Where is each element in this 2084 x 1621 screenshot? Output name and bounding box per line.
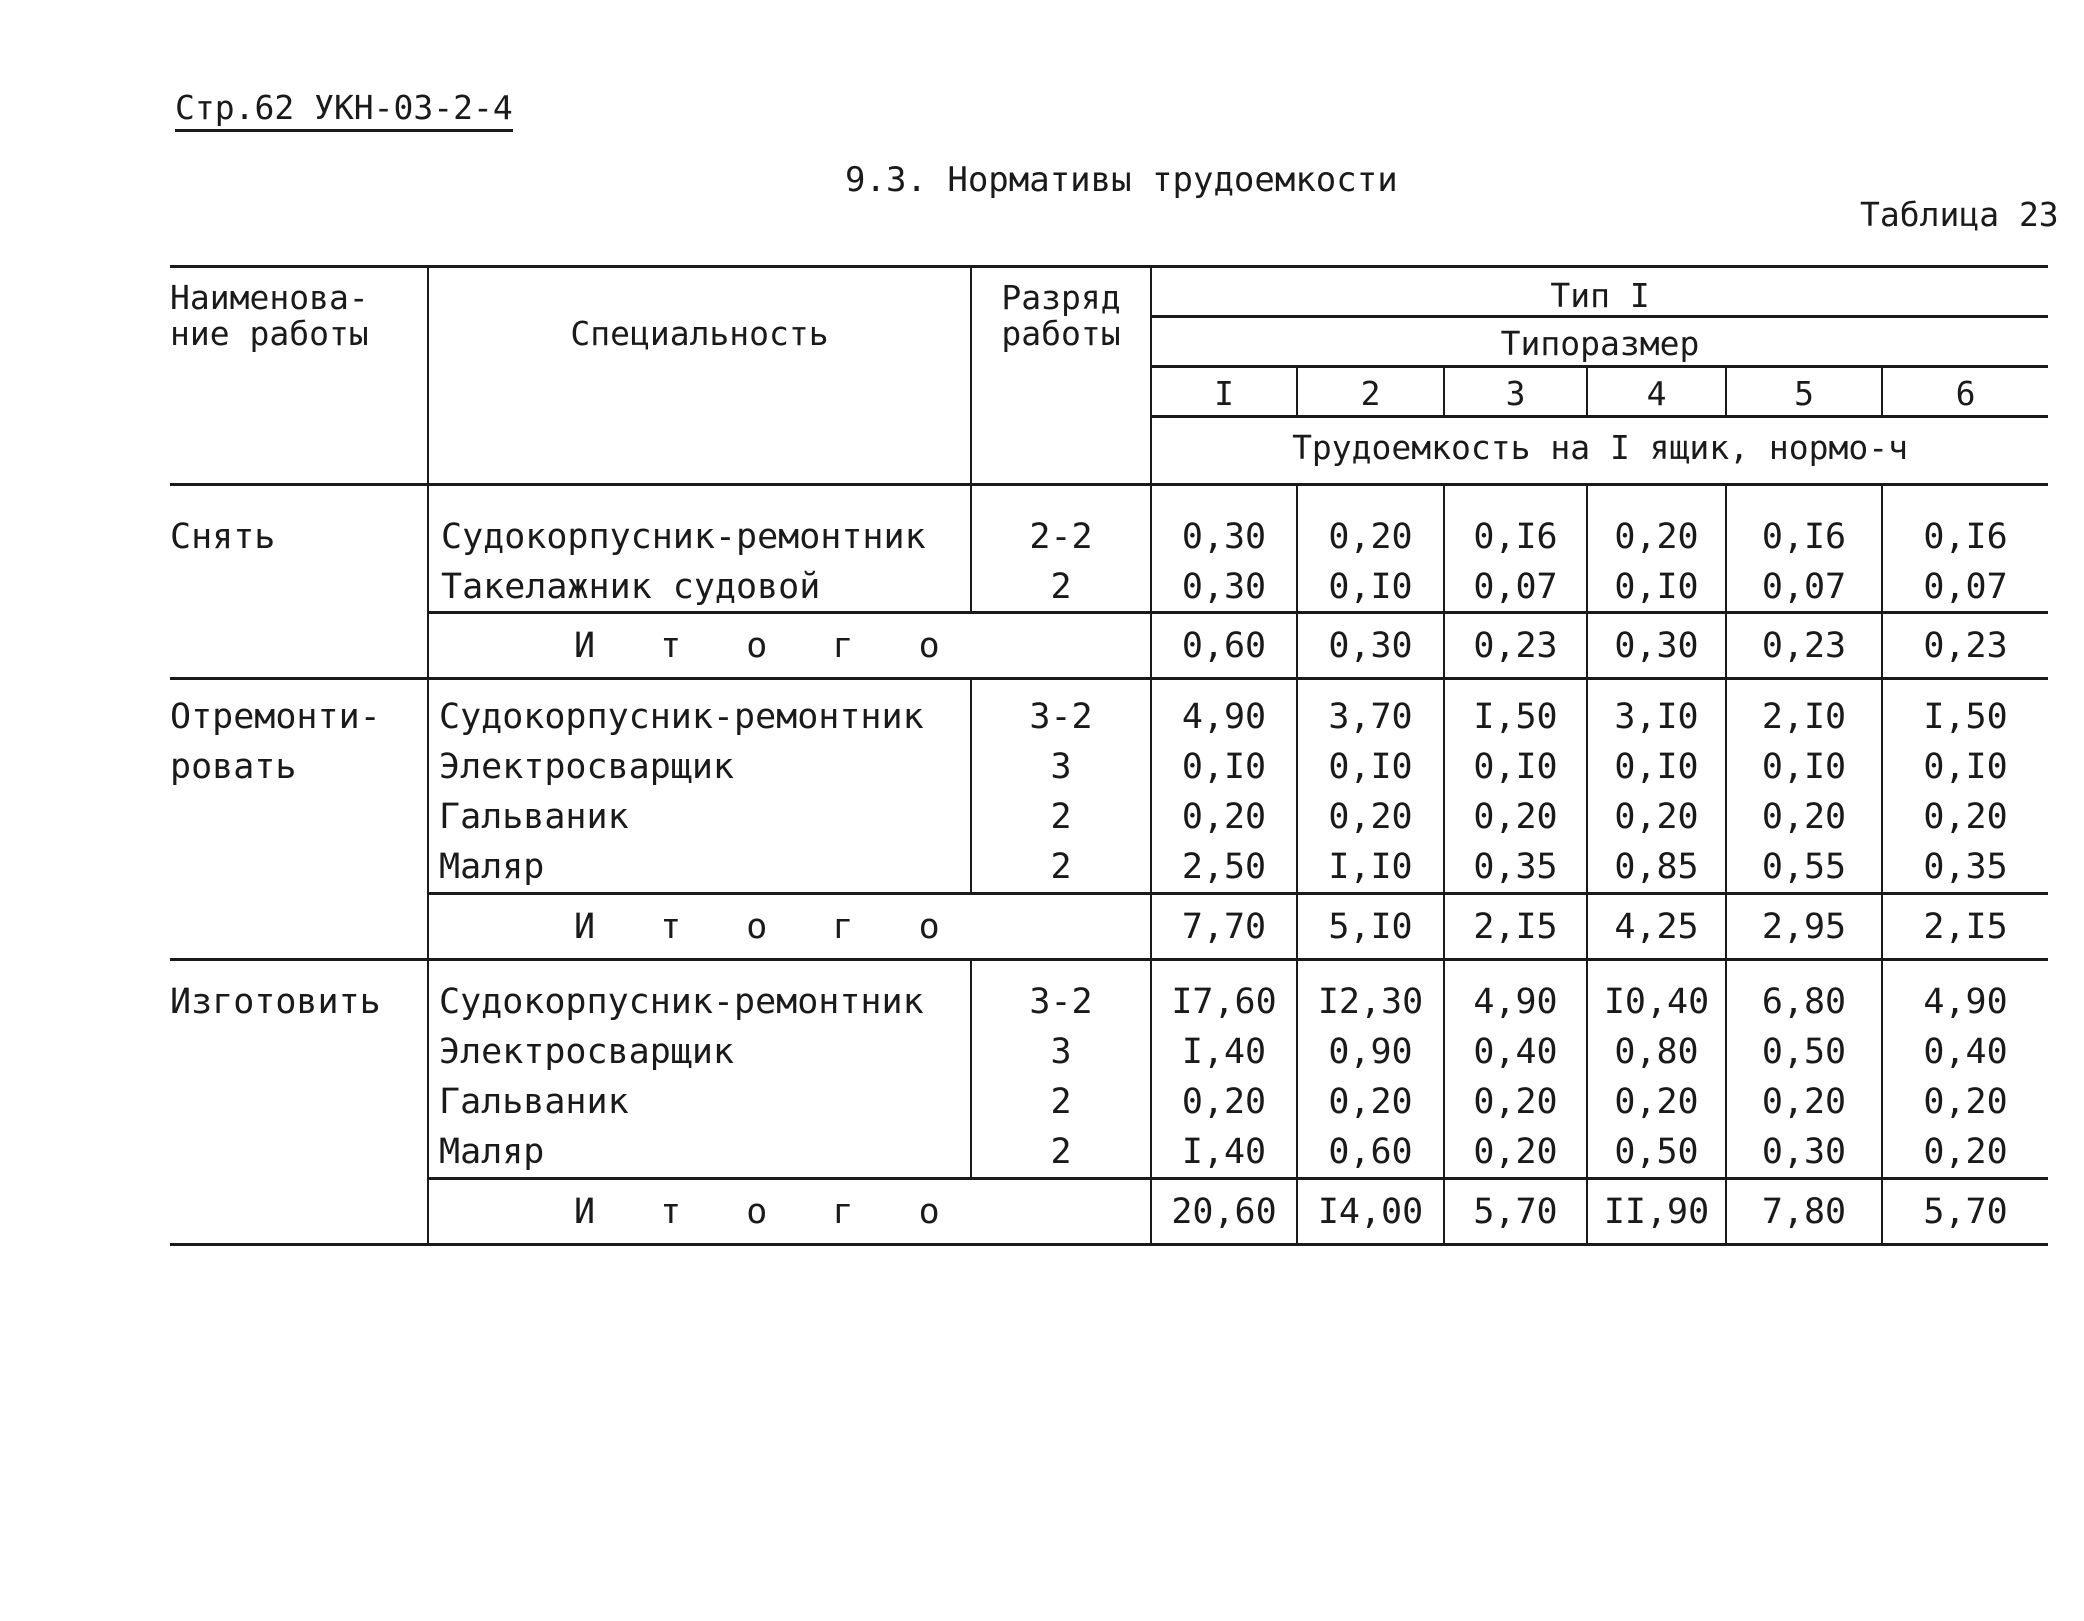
value: 0,I0 bbox=[1761, 746, 1847, 787]
total-value: 5,70 bbox=[1444, 1178, 1587, 1244]
total-value: 0,60 bbox=[1151, 612, 1297, 678]
specialty: Электросварщик bbox=[439, 746, 735, 787]
grade: 3 bbox=[1050, 746, 1072, 787]
header-specialty: Специальность bbox=[428, 267, 971, 485]
grade: 3-2 bbox=[1029, 981, 1093, 1022]
value: 0,50 bbox=[1761, 1031, 1847, 1072]
value: I2,30 bbox=[1317, 981, 1424, 1022]
header-size-group: Типоразмер bbox=[1151, 317, 2048, 367]
grade: 3 bbox=[1050, 1031, 1072, 1072]
total-value: 7,70 bbox=[1151, 893, 1297, 959]
specialty: Гальваник bbox=[439, 1081, 629, 1122]
grade: 2 bbox=[1050, 1131, 1072, 1172]
value: 0,35 bbox=[1923, 846, 2008, 887]
total-value: 5,I0 bbox=[1297, 893, 1444, 959]
value: 0,40 bbox=[1923, 1031, 2008, 1072]
table-number: Таблица 23 bbox=[1860, 195, 2059, 234]
value: 0,40 bbox=[1473, 1031, 1558, 1072]
header-grade bbox=[971, 267, 1151, 485]
total-value: 2,I5 bbox=[1444, 893, 1587, 959]
specialty: Судокорпусник-ремонтник bbox=[439, 981, 924, 1022]
value: 0,07 bbox=[1761, 567, 1847, 607]
value: 0,50 bbox=[1614, 1131, 1699, 1172]
value: 4,90 bbox=[1473, 981, 1558, 1022]
specialty: Такелажник судовой bbox=[441, 567, 821, 607]
value-cell bbox=[1151, 485, 1297, 613]
value-cell bbox=[1587, 678, 1726, 893]
value-cell bbox=[1726, 678, 1882, 893]
value: 3,I0 bbox=[1614, 696, 1699, 737]
value: 0,20 bbox=[1328, 796, 1413, 837]
total-value: 0,30 bbox=[1587, 612, 1726, 678]
value: 0,20 bbox=[1614, 1081, 1699, 1122]
work-name-cell bbox=[170, 485, 428, 613]
work-name-cell bbox=[170, 678, 428, 893]
value-cell bbox=[1587, 485, 1726, 613]
value: 0,20 bbox=[1473, 1081, 1558, 1122]
value: 0,30 bbox=[1181, 567, 1267, 607]
value-cell bbox=[1444, 959, 1587, 1178]
work-name-cell bbox=[170, 959, 428, 1178]
value: 4,90 bbox=[1923, 981, 2008, 1022]
specialty-cell bbox=[428, 678, 971, 893]
value: 0,20 bbox=[1614, 517, 1699, 557]
grade: 2 bbox=[1050, 567, 1072, 607]
value: I,I0 bbox=[1328, 846, 1413, 887]
labor-norms-table bbox=[170, 265, 2048, 1246]
value-cell bbox=[1587, 959, 1726, 1178]
value: 0,I6 bbox=[1923, 517, 2008, 557]
specialty: Судокорпусник-ремонтник bbox=[441, 517, 926, 557]
empty-cell bbox=[170, 612, 428, 678]
value: 0,I0 bbox=[1614, 567, 1699, 607]
total-value: 4,25 bbox=[1587, 893, 1726, 959]
total-row bbox=[170, 893, 2048, 959]
work-name: ровать bbox=[170, 746, 297, 787]
total-value: 0,23 bbox=[1882, 612, 2048, 678]
value-cell bbox=[1151, 678, 1297, 893]
grade: 2 bbox=[1050, 796, 1072, 837]
header-size-4: 4 bbox=[1587, 367, 1726, 417]
value: 2,I0 bbox=[1761, 696, 1847, 737]
work-name: Отремонти- bbox=[170, 696, 381, 737]
total-row bbox=[170, 1178, 2048, 1244]
total-label: И т о г о bbox=[428, 612, 1151, 678]
value: 0,I0 bbox=[1328, 746, 1413, 787]
value: 3,70 bbox=[1328, 696, 1413, 737]
value: 0,I0 bbox=[1181, 746, 1267, 787]
header-size-1: I bbox=[1151, 367, 1297, 417]
value-cell bbox=[1444, 485, 1587, 613]
specialty: Электросварщик bbox=[439, 1031, 735, 1072]
grade: 2 bbox=[1050, 1081, 1072, 1122]
grade: 2-2 bbox=[1029, 517, 1093, 557]
value-cell bbox=[1151, 959, 1297, 1178]
header-unit: Трудоемкость на I ящик, нормо-ч bbox=[1151, 417, 2048, 485]
grade: 3-2 bbox=[1029, 696, 1093, 737]
section-title: 9.3. Нормативы трудоемкости bbox=[845, 160, 1398, 200]
specialty: Маляр bbox=[439, 846, 545, 887]
header-size-6: 6 bbox=[1882, 367, 2048, 417]
value-cell bbox=[1444, 678, 1587, 893]
value: 0,20 bbox=[1473, 796, 1558, 837]
value: I,40 bbox=[1181, 1031, 1267, 1072]
header-size-5: 5 bbox=[1726, 367, 1882, 417]
value: 0,20 bbox=[1328, 517, 1413, 557]
value: 0,20 bbox=[1614, 796, 1699, 837]
value-cell bbox=[1882, 678, 2048, 893]
value-cell bbox=[1882, 485, 2048, 613]
header-work-name bbox=[170, 267, 428, 485]
value-cell bbox=[1726, 485, 1882, 613]
value: 0,20 bbox=[1761, 796, 1847, 837]
value: 0,85 bbox=[1614, 846, 1699, 887]
total-row bbox=[170, 612, 2048, 678]
header-size-2: 2 bbox=[1297, 367, 1444, 417]
value: I0,40 bbox=[1603, 981, 1710, 1022]
value: 0,I6 bbox=[1473, 517, 1558, 557]
value: I,40 bbox=[1181, 1131, 1267, 1172]
value: 0,20 bbox=[1923, 796, 2008, 837]
group-remove bbox=[170, 485, 2048, 679]
specialty-cell bbox=[428, 485, 971, 613]
empty-cell bbox=[170, 893, 428, 959]
total-value: 7,80 bbox=[1726, 1178, 1882, 1244]
value: 0,I0 bbox=[1328, 567, 1413, 607]
value: 0,30 bbox=[1761, 1131, 1847, 1172]
value: 6,80 bbox=[1761, 981, 1847, 1022]
grade: 2 bbox=[1050, 846, 1072, 887]
group-manufacture bbox=[170, 959, 2048, 1244]
value: 0,I0 bbox=[1923, 746, 2008, 787]
value: I,50 bbox=[1473, 696, 1558, 737]
total-value: II,90 bbox=[1587, 1178, 1726, 1244]
value: 0,20 bbox=[1923, 1081, 2008, 1122]
value: 0,20 bbox=[1923, 1131, 2008, 1172]
value: 0,20 bbox=[1761, 1081, 1847, 1122]
value: 0,20 bbox=[1328, 1081, 1413, 1122]
value: 4,90 bbox=[1181, 696, 1267, 737]
total-value: I4,00 bbox=[1297, 1178, 1444, 1244]
page-header: Стр.62 УКН-03-2-4 bbox=[175, 88, 513, 132]
total-label: И т о г о bbox=[428, 893, 1151, 959]
specialty: Гальваник bbox=[439, 796, 629, 837]
empty-cell bbox=[170, 1178, 428, 1244]
group-repair bbox=[170, 678, 2048, 959]
total-value: 0,23 bbox=[1726, 612, 1882, 678]
total-value: 0,23 bbox=[1444, 612, 1587, 678]
header-grade-line2: работы bbox=[1001, 314, 1121, 353]
header-work-name-line2: ние работы bbox=[170, 314, 369, 353]
value: 0,80 bbox=[1614, 1031, 1699, 1072]
header-type: Тип I bbox=[1151, 267, 2048, 317]
header-work-name-line1: Наименова- bbox=[170, 278, 369, 317]
value: 0,I6 bbox=[1761, 517, 1847, 557]
value-cell bbox=[1297, 678, 1444, 893]
total-label: И т о г о bbox=[428, 1178, 1151, 1244]
value-cell bbox=[1726, 959, 1882, 1178]
total-value: 2,95 bbox=[1726, 893, 1882, 959]
grade-cell bbox=[971, 678, 1151, 893]
value: 0,90 bbox=[1328, 1031, 1413, 1072]
specialty: Судокорпусник-ремонтник bbox=[439, 696, 924, 737]
value: 0,07 bbox=[1473, 567, 1558, 607]
value-cell bbox=[1882, 959, 2048, 1178]
grade-cell bbox=[971, 485, 1151, 613]
total-value: 20,60 bbox=[1151, 1178, 1297, 1244]
value: I7,60 bbox=[1171, 981, 1277, 1022]
value: 0,I0 bbox=[1614, 746, 1699, 787]
value: I,50 bbox=[1923, 696, 2008, 737]
value: 0,30 bbox=[1181, 517, 1267, 557]
value: 0,20 bbox=[1473, 1131, 1558, 1172]
total-value: 0,30 bbox=[1297, 612, 1444, 678]
header-grade-line1: Разряд bbox=[1001, 278, 1121, 317]
header-size-3: 3 bbox=[1444, 367, 1587, 417]
grade-cell bbox=[971, 959, 1151, 1178]
value: 2,50 bbox=[1181, 846, 1267, 887]
value-cell bbox=[1297, 959, 1444, 1178]
specialty: Маляр bbox=[439, 1131, 545, 1172]
value: 0,07 bbox=[1923, 567, 2008, 607]
value: 0,55 bbox=[1761, 846, 1847, 887]
work-name: Изготовить bbox=[170, 981, 381, 1022]
specialty-cell bbox=[428, 959, 971, 1178]
total-value: 5,70 bbox=[1882, 1178, 2048, 1244]
value: 0,I0 bbox=[1473, 746, 1558, 787]
value: 0,60 bbox=[1328, 1131, 1413, 1172]
work-name: Снять bbox=[170, 517, 276, 557]
value: 0,20 bbox=[1181, 796, 1267, 837]
total-value: 2,I5 bbox=[1882, 893, 2048, 959]
value: 0,35 bbox=[1473, 846, 1558, 887]
value: 0,20 bbox=[1181, 1081, 1267, 1122]
value-cell bbox=[1297, 485, 1444, 613]
